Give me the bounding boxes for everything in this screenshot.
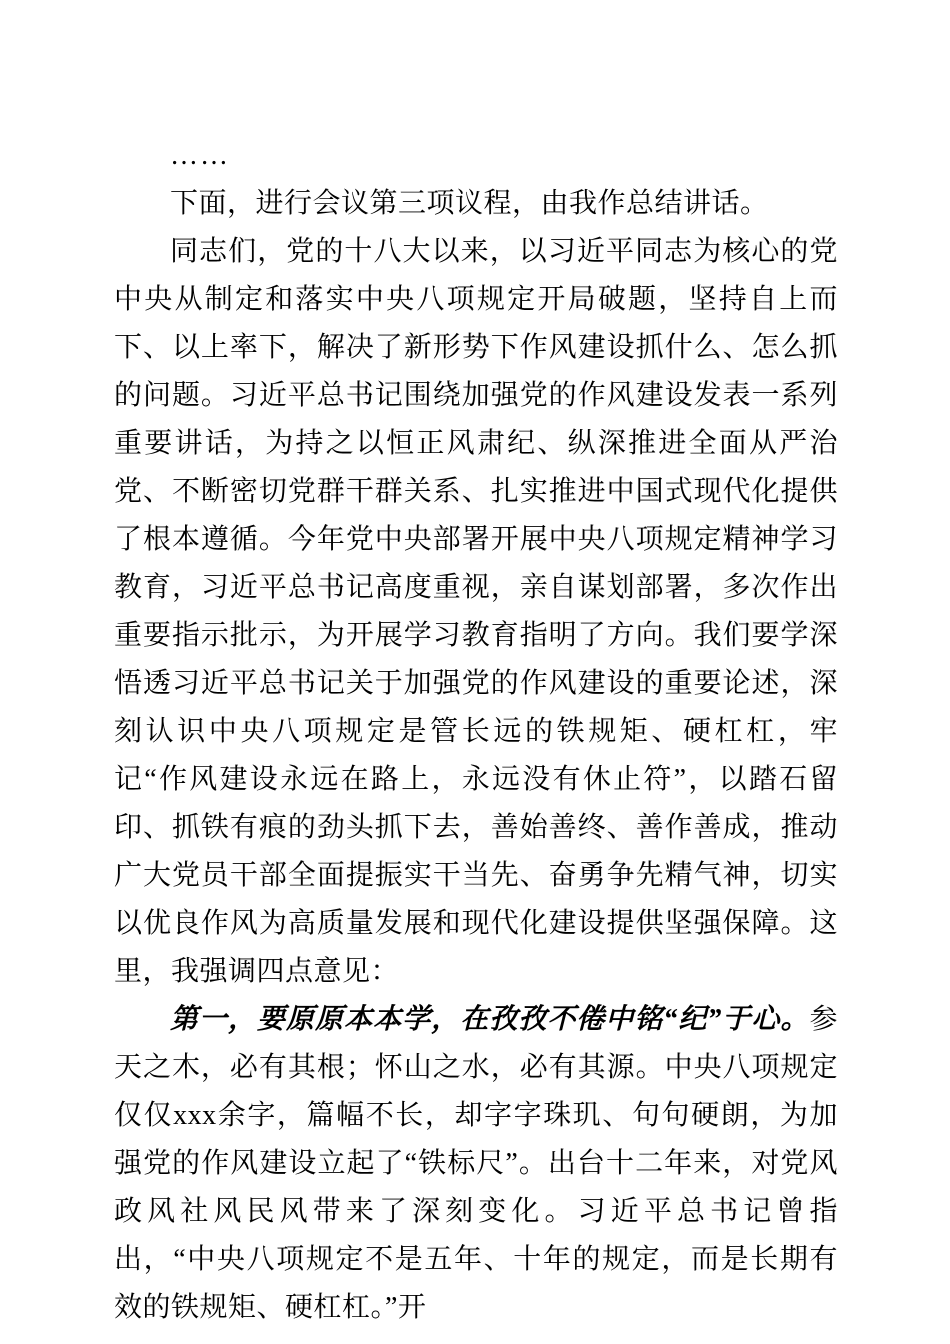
point-one-body: 参天之木，必有其根；怀山之水，必有其源。中央八项规定仅仅xxx余字，篇幅不长，却字字珠玑、句句硬朗，为加强党的作风建设立起了“铁标尺”。出台十二年来，对党风政风社风民风带来了深刻变化。习近平总书记曾指出，“中央八项规定不是五年、十年的规定，而是长期有效的铁规矩、硬杠杠。”开: [114, 1004, 838, 1323]
document-body: [114, 132, 838, 1332]
point-one-heading: 第一，要原原本本学，在孜孜不倦中铭“纪”于心。: [170, 1004, 810, 1035]
paragraph-agenda-intro: 下面，进行会议第三项议程，由我作总结讲话。: [170, 188, 769, 219]
paragraph-main-remarks: 同志们，党的十八大以来，以习近平同志为核心的党中央从制定和落实中央八项规定开局破题，坚持自上而下、以上率下，解决了新形势下作风建设抓什么、怎么抓的问题。习近平总书记围绕加强党的作风建设发表一系列重要讲话，为持之以恒正风肃纪、纵深推进全面从严治党、不断密切党群干群关系、扎实推进中国式现代化提供了根本遵循。今年党中央部署开展中央八项规定精神学习教育，习近平总书记高度重视，亲自谋划部署，多次作出重要指示批示，为开展学习教育指明了方向。我们要学深悟透习近平总书记关于加强党的作风建设的重要论述，深刻认识中央八项规定是管长远的铁规矩、硬杠杠，牢记“作风建设永远在路上，永远没有休止符”，以踏石留印、抓铁有痕的劲头抓下去，善始善终、善作善成，推动广大党员干部全面提振实干当先、奋勇争先精气神，切实以优良作风为高质量发展和现代化建设提供坚强保障。这里，我强调四点意见：: [114, 236, 838, 987]
paragraph-point-one: [114, 996, 838, 1332]
ellipsis-line: ……: [170, 140, 230, 171]
